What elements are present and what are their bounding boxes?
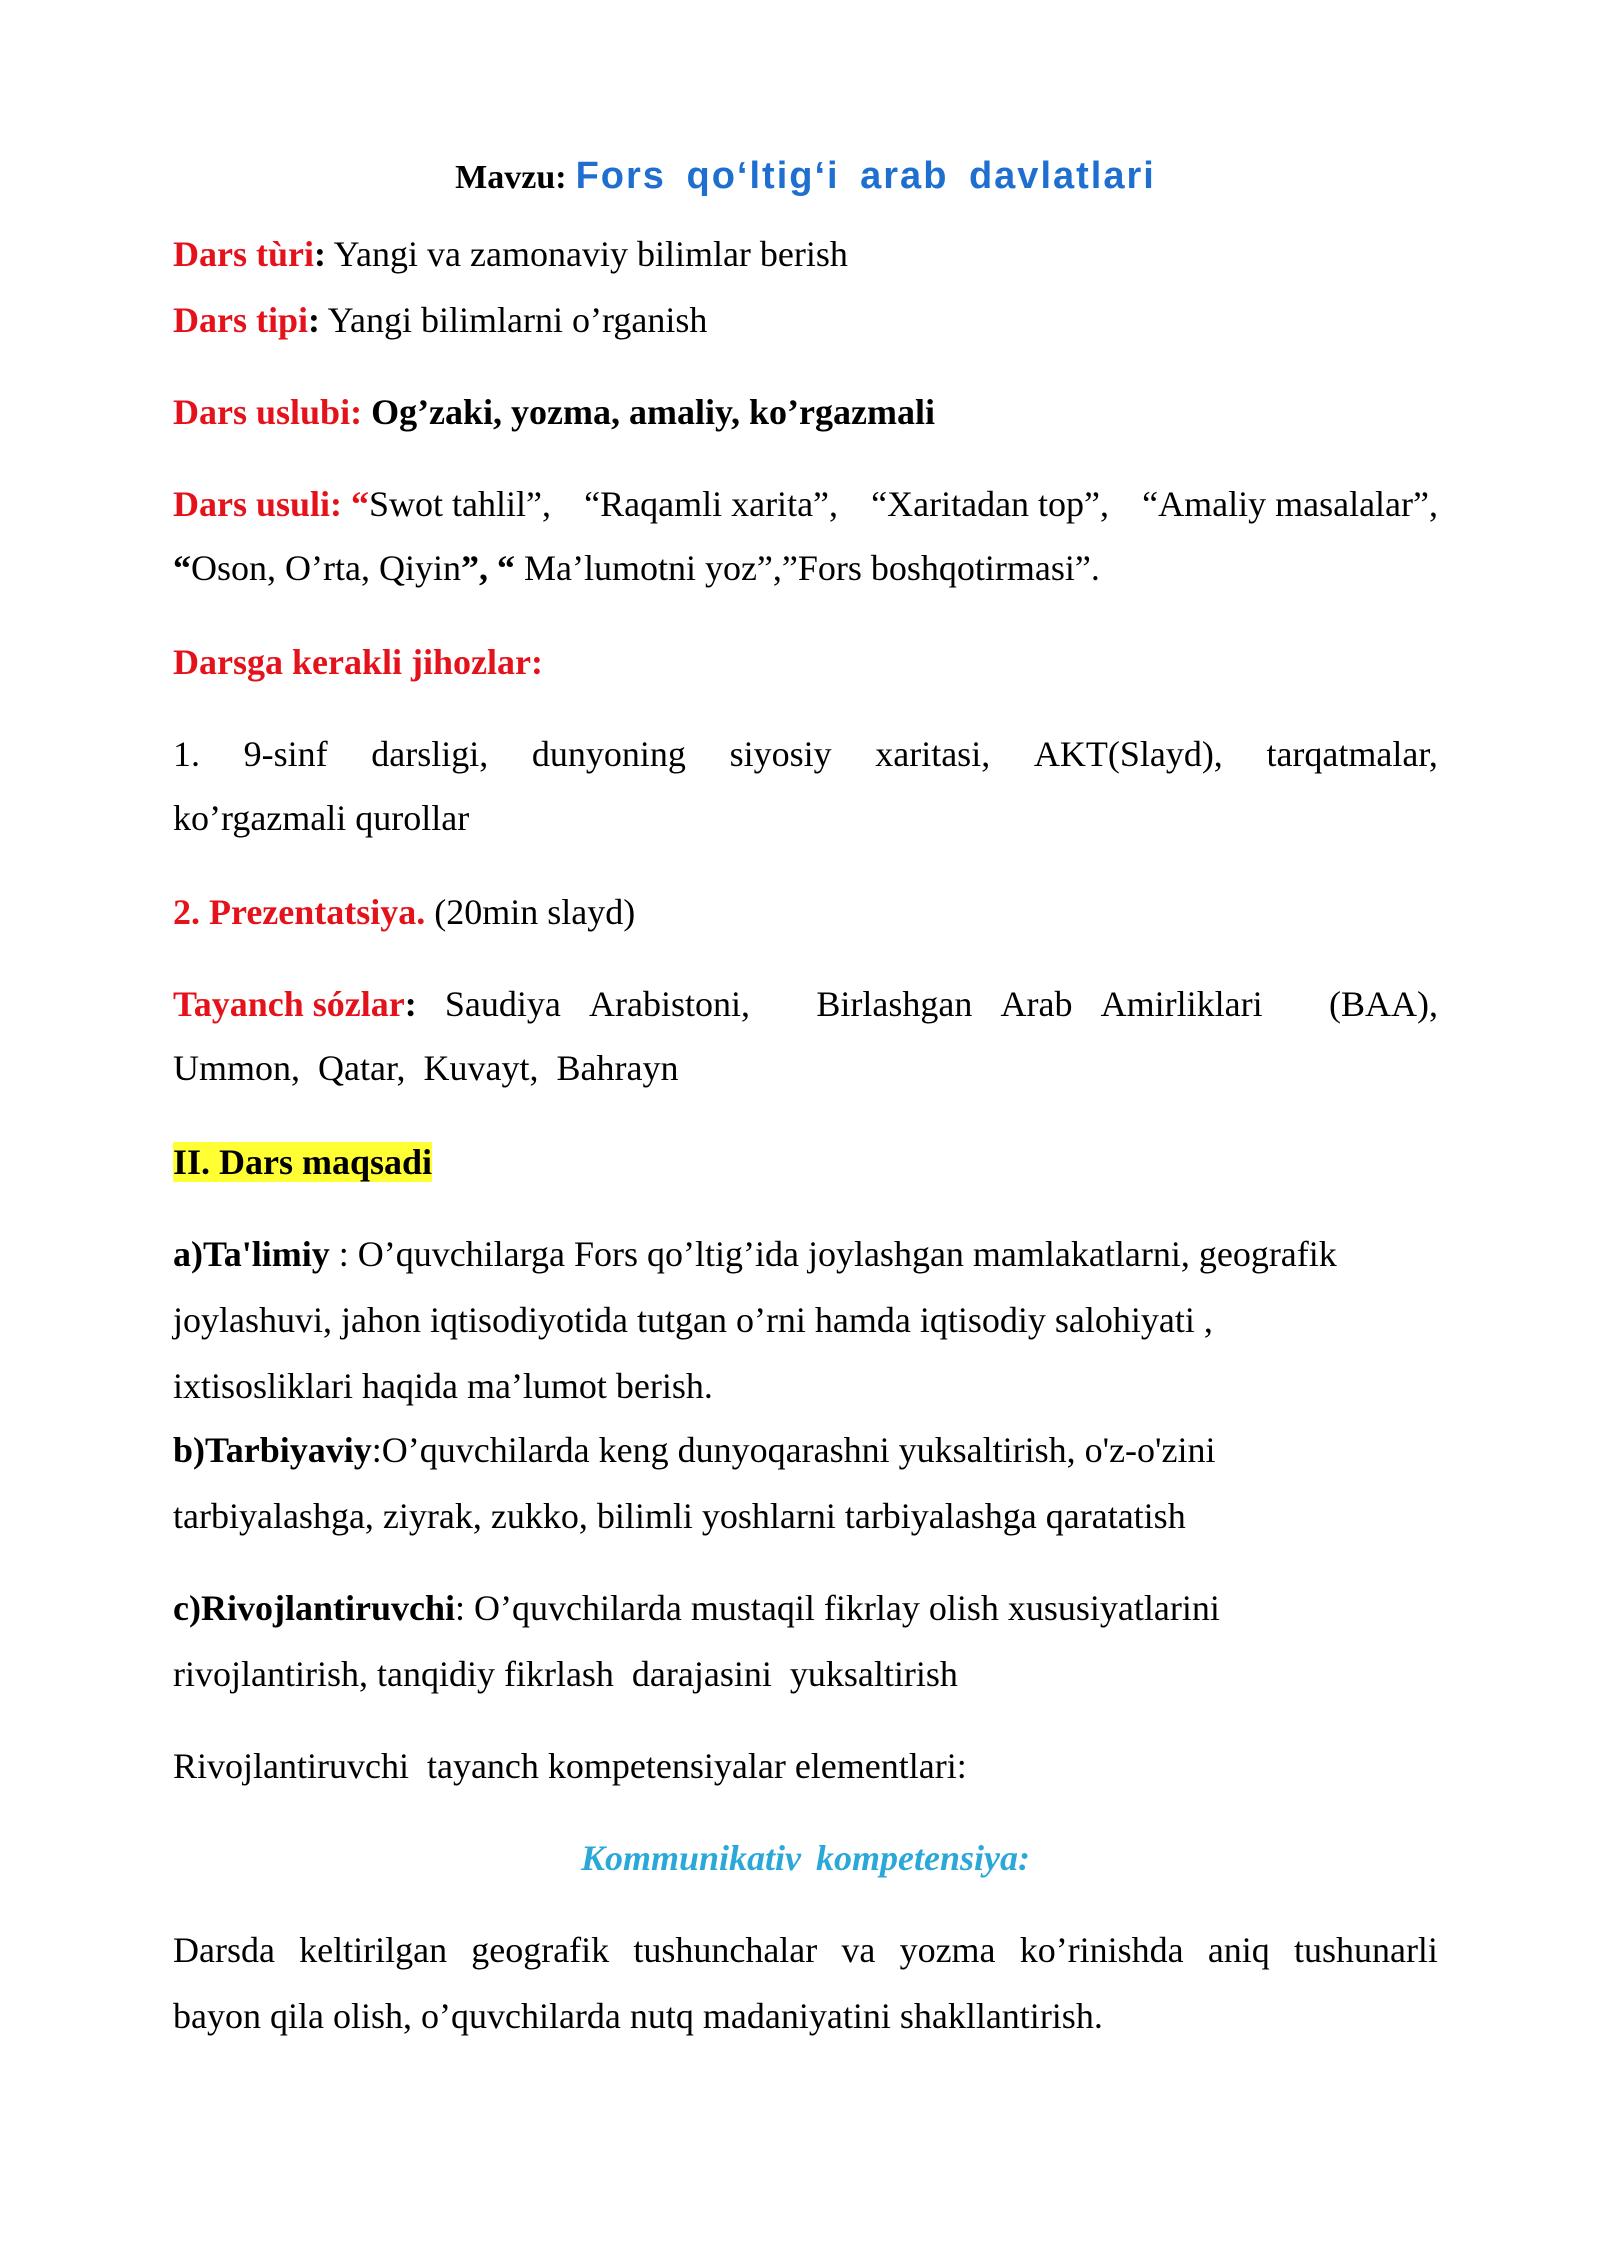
competence-word: tushunarli bbox=[1293, 1930, 1438, 1970]
lesson-style-label: Dars uslubi: bbox=[173, 392, 363, 432]
competence-word: ko’rinishda bbox=[1019, 1930, 1184, 1970]
competence-intro: Rivojlantiruvchi tayanch kompetensiyalar elementlari: bbox=[173, 1746, 967, 1786]
lesson-kind-colon: : bbox=[308, 300, 320, 340]
lesson-method-word: “Raqamli xarita”, bbox=[584, 484, 839, 524]
competence-word: tushunchalar bbox=[633, 1930, 818, 1970]
equipment-word: 1. bbox=[173, 734, 200, 774]
document-page bbox=[173, 0, 1438, 2262]
equipment-heading bbox=[173, 640, 543, 684]
competence-word: Darsda bbox=[173, 1930, 275, 1970]
lesson-method-line-2 bbox=[173, 546, 1100, 590]
equipment-item-1-line-1 bbox=[173, 732, 1438, 776]
goal-a-line-2: joylashuvi, jahon iqtisodiyotida tutgan o’rni hamda iqtisodiy salohiyati , bbox=[173, 1300, 1213, 1340]
competence-word: yozma bbox=[899, 1930, 996, 1970]
keyword: Arab bbox=[1000, 984, 1073, 1024]
lesson-method-word: “Xaritadan top”, bbox=[871, 484, 1110, 524]
lesson-method-line-1 bbox=[173, 482, 1438, 526]
goal-a-text-1: : O’quvchilarga Fors qo’ltig’ida joylashgan mamlakatlarni, geografik bbox=[329, 1234, 1337, 1274]
keywords-line-1 bbox=[173, 982, 1438, 1026]
lesson-method-word: Swot tahlil”, bbox=[369, 484, 552, 524]
document-title bbox=[173, 154, 1438, 200]
lesson-method-first bbox=[173, 482, 551, 526]
goal-a-label: a)Ta'limiy bbox=[173, 1234, 330, 1274]
lesson-method-quote: “ bbox=[173, 548, 191, 588]
goal-c-label: c)Rivojlantiruvchi bbox=[173, 1588, 455, 1628]
keyword-gap bbox=[1291, 982, 1301, 1026]
competence-word: va bbox=[841, 1930, 876, 1970]
keyword: Arabistoni, bbox=[589, 984, 751, 1024]
goal-c-line-1 bbox=[173, 1586, 1220, 1630]
equipment-item-2 bbox=[173, 890, 635, 934]
goals-heading-line bbox=[173, 1140, 432, 1184]
equipment-item-2-label: 2. Prezentatsiya. bbox=[173, 892, 426, 932]
lesson-method-rest: Ma’lumotni yoz”,”Fors boshqotirmasi”. bbox=[514, 548, 1100, 588]
lesson-type-label: Dars tùri bbox=[173, 234, 314, 274]
keywords-line-2: Ummon, Qatar, Kuvayt, Bahrayn bbox=[173, 1048, 679, 1088]
competence-word: aniq bbox=[1207, 1930, 1270, 1970]
competence-word: geografik bbox=[471, 1930, 610, 1970]
equipment-word: xaritasi, bbox=[875, 734, 991, 774]
goal-b-line-2: tarbiyalashga, ziyrak, zukko, bilimli yoshlarni tarbiyalashga qaratatish bbox=[173, 1496, 1186, 1536]
equipment-word: tarqatmalar, bbox=[1266, 734, 1438, 774]
keyword: Birlashgan bbox=[816, 984, 973, 1024]
keyword: Saudiya bbox=[444, 984, 561, 1024]
title-topic: Fors qo‘ltig‘i arab davlatlari bbox=[575, 155, 1156, 197]
keyword: (BAA), bbox=[1328, 984, 1438, 1024]
lesson-type-value: Yangi va zamonaviy bilimlar berish bbox=[325, 234, 848, 274]
keywords-label: Tayanch sózlar bbox=[173, 984, 405, 1024]
goal-a-line-3: ixtisosliklari haqida ma’lumot berish. bbox=[173, 1366, 713, 1406]
equipment-word: AKT(Slayd), bbox=[1033, 734, 1223, 774]
equipment-word: darsligi, bbox=[371, 734, 489, 774]
lesson-style-line bbox=[173, 390, 935, 434]
lesson-method-quote-mid: ”, “ bbox=[460, 548, 515, 588]
lesson-kind-label: Dars tipi bbox=[173, 300, 308, 340]
equipment-label: Darsga kerakli jihozlar: bbox=[173, 642, 543, 682]
equipment-item-1-line-2: ko’rgazmali qurollar bbox=[173, 798, 470, 838]
lesson-kind-line bbox=[173, 298, 707, 342]
equipment-word: siyosiy bbox=[729, 734, 832, 774]
keywords-colon: : bbox=[404, 984, 417, 1024]
goals-heading: II. Dars maqsadi bbox=[173, 1142, 433, 1182]
lesson-method-levels: Oson, O’rta, Qiyin bbox=[191, 548, 461, 588]
lesson-method-label: Dars usuli: “ bbox=[173, 484, 370, 524]
goal-c-line-2: rivojlantirish, tanqidiy fikrlash darajasini yuksaltirish bbox=[173, 1654, 958, 1694]
goal-b-text-1: :O’quvchilarda keng dunyoqarashni yuksaltirish, o'z-o'zini bbox=[371, 1430, 1216, 1470]
competence-line-2: bayon qila olish, o’quvchilarda nutq madaniyatini shakllantirish. bbox=[173, 1996, 1103, 2036]
equipment-word: 9-sinf bbox=[243, 734, 328, 774]
lesson-type-line bbox=[173, 232, 848, 276]
equipment-item-2-value: (20min slayd) bbox=[425, 892, 636, 932]
keyword: Amirliklari bbox=[1100, 984, 1263, 1024]
goal-b-label: b)Tarbiyaviy bbox=[173, 1430, 372, 1470]
equipment-word: dunyoning bbox=[531, 734, 686, 774]
title-prefix: Mavzu: bbox=[455, 159, 567, 196]
lesson-style-value: Og’zaki, yozma, amaliy, ko’rgazmali bbox=[362, 392, 935, 432]
competence-heading: Kommunikativ kompetensiya: bbox=[580, 1838, 1030, 1878]
keyword-gap bbox=[778, 982, 788, 1026]
competence-word: keltirilgan bbox=[299, 1930, 448, 1970]
competence-line-1 bbox=[173, 1928, 1438, 1972]
lesson-type-colon: : bbox=[313, 234, 326, 274]
goal-c-text-1: : O’quvchilarda mustaqil fikrlay olish xususiyatlarini bbox=[454, 1588, 1220, 1628]
lesson-kind-value: Yangi bilimlarni o’rganish bbox=[320, 300, 708, 340]
goal-a-line-1 bbox=[173, 1232, 1337, 1276]
goal-b-line-1 bbox=[173, 1428, 1216, 1472]
keywords-first bbox=[173, 982, 417, 1026]
lesson-method-word: “Amaliy masalalar”, bbox=[1142, 484, 1438, 524]
